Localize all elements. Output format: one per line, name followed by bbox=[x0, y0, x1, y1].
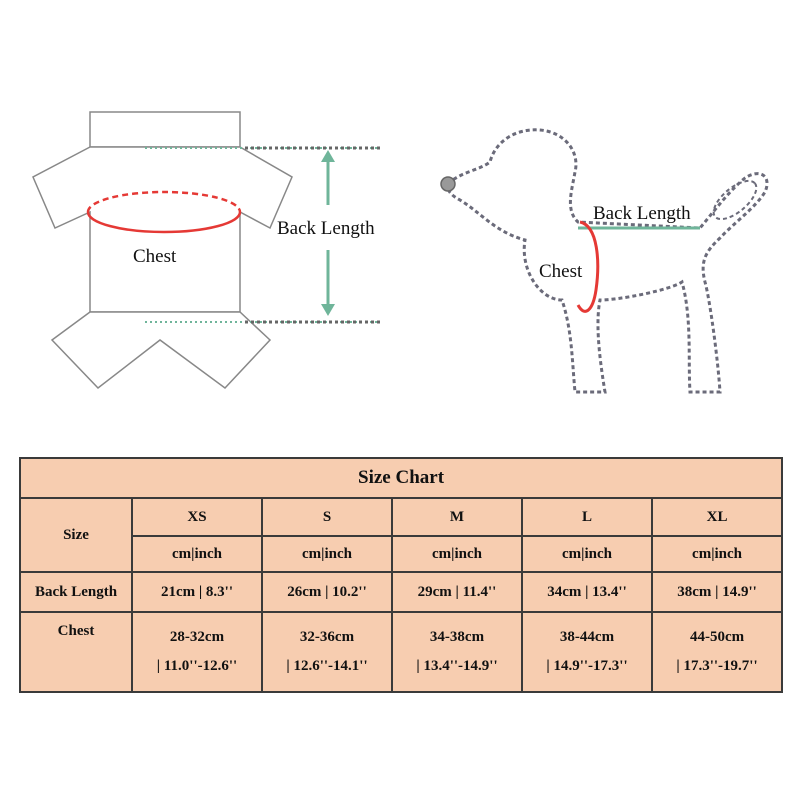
chest-s bbox=[262, 612, 392, 692]
back-m: 29cm | 11.4'' bbox=[392, 572, 522, 612]
garment-diagram bbox=[0, 0, 400, 420]
size-l: L bbox=[522, 498, 652, 536]
chest-xl-cm: 44-50cm bbox=[689, 629, 745, 645]
chest-s-inch: | 12.6''-14.1'' bbox=[286, 658, 368, 674]
table-title: Size Chart bbox=[20, 458, 782, 498]
chest-l bbox=[522, 612, 652, 692]
garment-drawing bbox=[0, 0, 400, 420]
chest-m-inch: | 13.4''-14.9'' bbox=[416, 658, 498, 674]
arrow-up-head bbox=[321, 150, 335, 162]
back-xl: 38cm | 14.9'' bbox=[652, 572, 782, 612]
chest-row-label: Chest bbox=[20, 612, 132, 692]
chest-m bbox=[392, 612, 522, 692]
dog-diagram bbox=[400, 0, 800, 420]
size-xs: XS bbox=[132, 498, 262, 536]
size-xl: XL bbox=[652, 498, 782, 536]
garment-body bbox=[33, 147, 292, 312]
chest-row bbox=[20, 612, 782, 692]
back-length-row bbox=[20, 572, 782, 612]
size-header-cell: Size bbox=[20, 498, 132, 572]
size-chart-table bbox=[19, 457, 783, 693]
unit-xl: cm|inch bbox=[652, 536, 782, 572]
garment-legs bbox=[52, 312, 270, 388]
dog-back-length-label: Back Length bbox=[593, 203, 691, 224]
back-xs: 21cm | 8.3'' bbox=[132, 572, 262, 612]
chest-xs-cm: 28-32cm bbox=[169, 629, 225, 645]
chest-xl-inch: | 17.3''-19.7'' bbox=[676, 658, 758, 674]
chest-m-cm: 34-38cm bbox=[429, 629, 485, 645]
back-length-row-label: Back Length bbox=[20, 572, 132, 612]
unit-xs: cm|inch bbox=[132, 536, 262, 572]
unit-row bbox=[20, 536, 782, 572]
garment-collar bbox=[90, 112, 240, 147]
unit-s: cm|inch bbox=[262, 536, 392, 572]
unit-m: cm|inch bbox=[392, 536, 522, 572]
chest-s-cm: 32-36cm bbox=[299, 629, 355, 645]
dog-chest-label: Chest bbox=[539, 261, 583, 282]
chest-xs-inch: | 11.0''-12.6'' bbox=[156, 658, 238, 674]
dog-nose bbox=[441, 177, 455, 191]
unit-l: cm|inch bbox=[522, 536, 652, 572]
dog-outline bbox=[448, 130, 767, 392]
size-name-row bbox=[20, 498, 782, 536]
table-title-row bbox=[20, 458, 782, 498]
size-m: M bbox=[392, 498, 522, 536]
back-s: 26cm | 10.2'' bbox=[262, 572, 392, 612]
garment-chest-label: Chest bbox=[133, 246, 177, 267]
size-s: S bbox=[262, 498, 392, 536]
dog-tail bbox=[707, 174, 762, 226]
chest-xs bbox=[132, 612, 262, 692]
chest-xl bbox=[652, 612, 782, 692]
arrow-down-head bbox=[321, 304, 335, 316]
garment-back-length-label: Back Length bbox=[277, 218, 375, 239]
back-l: 34cm | 13.4'' bbox=[522, 572, 652, 612]
chest-l-inch: | 14.9''-17.3'' bbox=[546, 658, 628, 674]
chest-l-cm: 38-44cm bbox=[559, 629, 615, 645]
